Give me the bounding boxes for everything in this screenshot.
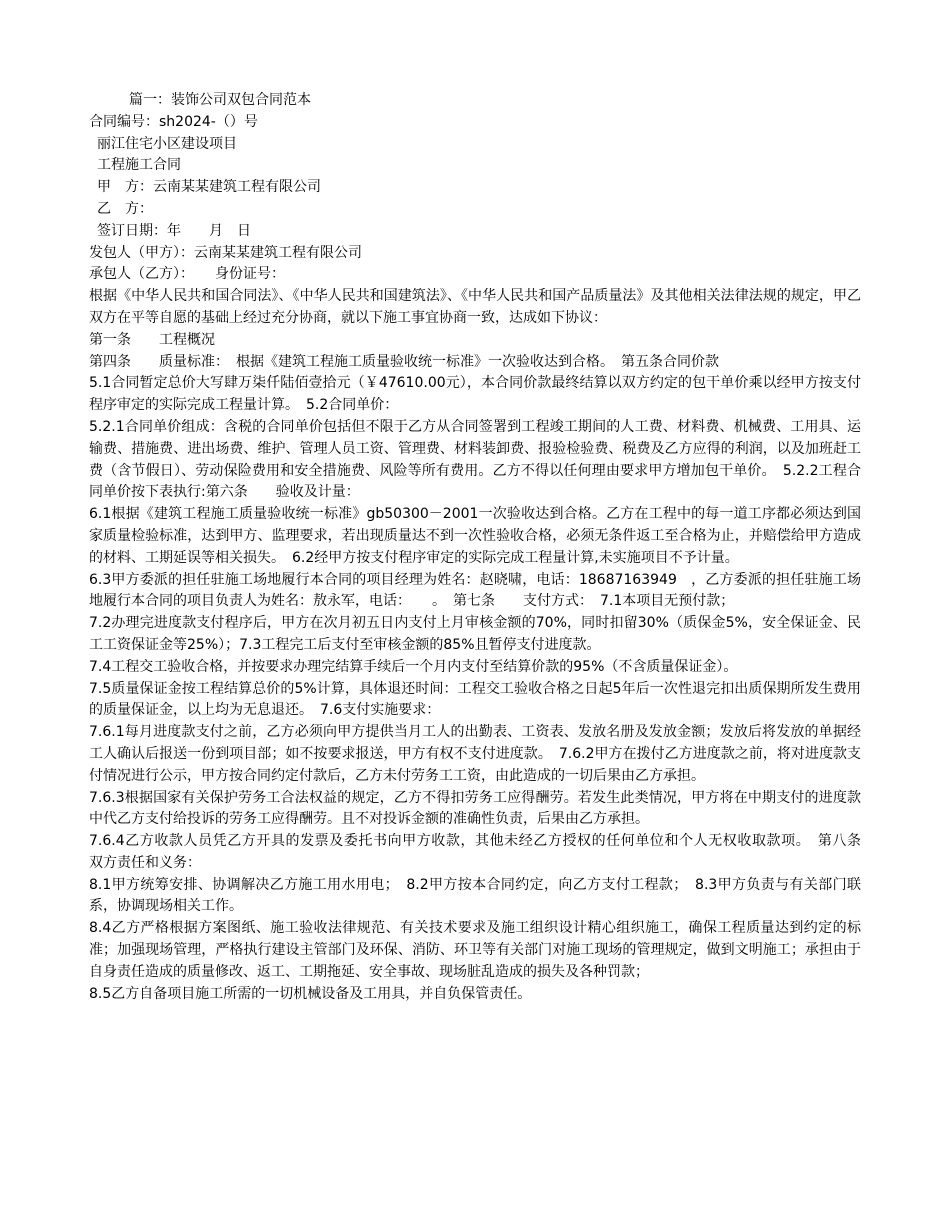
preamble-paragraph: 根据《中华人民共和国合同法》、《中华人民共和国建筑法》、《中华人民共和国产品质量法》及其他相关法律法规的规定，甲乙双方在平等自愿的基础上经过充分协商，就以下施工事宜协商一致，达成如下协议：: [89, 288, 861, 326]
article-1-heading: 第一条 工程概况: [89, 331, 215, 348]
contractor-line: 承包人（乙方）： 身份证号：: [89, 266, 285, 283]
contract-number: 合同编号：sh2024-（）号: [89, 113, 258, 130]
clause-6-1-paragraph: 6.1根据《建筑工程施工质量验收统一标准》gb50300－2001一次验收达到合格。乙方在工程中的每一道工序都必须达到国家质量检验标准，达到甲方、监理要求，若出现质量达不到一次性验收合格，必须无条件返工至合格为止，并赔偿给甲方造成的材料、工期延误等相关损失。 6.2经甲方按支付程序审定的实际完成工程量计算,未实施项目不予计量。: [89, 506, 861, 566]
clause-5-2-1-paragraph: 5.2.1合同单价组成：含税的合同单价包括但不限于乙方从合同签署到工程竣工期间的人工费、材料费、机械费、工用具、运输费、措施费、进出场费、维护、管理人员工资、管理费、材料装卸费、报验检验费、税费及乙方应得的利润，以及加班赶工费（含节假日）、劳动保险费用和安全措施费、风险等所有费用。乙方不得以任何理由要求甲方增加包干单价。 5.2.2工程合同单价按下表执行:第六条 验收及计量：: [89, 418, 861, 501]
clause-7-4-paragraph: 7.4工程交工验收合格，并按要求办理完结算手续后一个月内支付至结算价款的95%（不含质量保证金）。: [89, 658, 738, 675]
clause-8-5-paragraph: 8.5乙方自备项目施工所需的一切机械设备及工用具，并自负保管责任。: [89, 985, 532, 1002]
contract-document: [89, 90, 889, 1005]
signing-date: 签订日期：年 月 日: [97, 222, 251, 239]
employer-line: 发包人（甲方）：云南某某建筑工程有限公司: [89, 244, 362, 261]
document-title: 篇一：装饰公司双包合同范本: [129, 92, 311, 108]
clause-7-6-4-paragraph: 7.6.4乙方收款人员凭乙方开具的发票及委托书向甲方收款，其他未经乙方授权的任何单位和个人无权收取款项。 第八条 双方责任和义务：: [89, 833, 889, 871]
party-b-line: 乙 方：: [97, 200, 153, 217]
clause-7-6-1-paragraph: 7.6.1每月进度款支付之前，乙方必须向甲方提供当月工人的出勤表、工资表、发放名册及发放金额；发放后将发放的单据经工人确认后报送一份到项目部；如不按要求报送，甲方有权不支付进度款。 7.6.2甲方在拨付乙方进度款之前，将对进度款支付情况进行公示，甲方按合同约定付款后，乙方未付劳务工工资，由此造成的一切后果由乙方承担。: [89, 724, 861, 784]
clause-5-1-paragraph: 5.1合同暂定总价大写肆万柒仟陆佰壹拾元（￥47610.00元），本合同价款最终结算以双方约定的包干单价乘以经甲方按支付程序审定的实际完成工程量计算。 5.2合同单价：: [89, 375, 861, 414]
clause-8-1-paragraph: 8.1甲方统筹安排、协调解决乙方施工用水用电； 8.2甲方按本合同约定，向乙方支付工程款； 8.3甲方负责与有关部门联系，协调现场相关工作。: [89, 876, 861, 915]
clause-8-4-paragraph: 8.4乙方严格根据方案图纸、施工验收法律规范、有关技术要求及施工组织设计精心组织施工，确保工程质量达到约定的标准；加强现场管理，严格执行建设主管部门及环保、消防、环卫等有关部门对施工现场的管理规定，做到文明施工；承担由于自身责任造成的质量修改、返工、工期拖延、安全事故、现场脏乱造成的损失及各种罚款；: [89, 920, 861, 980]
project-name: 丽江住宅小区建设项目: [97, 135, 237, 152]
clause-7-2-paragraph: 7.2办理完进度款支付程序后，甲方在次月初五日内支付上月审核金额的70%，同时扣留30%（质保金5%，安全保证金、民工工资保证金等25%）；7.3工程完工后支付至审核金额的85%且暂停支付进度款。: [89, 615, 861, 653]
clause-6-3-paragraph: 6.3甲方委派的担任驻施工场地履行本合同的项目经理为姓名：赵晓啸，电话：18687163949 ，乙方委派的担任驻施工场地履行本合同的项目负责人为姓名：敖永军，电话： 。 第七条 支付方式： 7.1本项目无预付款；: [89, 571, 861, 610]
clause-7-5-paragraph: 7.5质量保证金按工程结算总价的5%计算，具体退还时间：工程交工验收合格之日起5年后一次性退完扣出质保期所发生费用的质量保证金，以上均为无息退还。 7.6支付实施要求：: [89, 680, 861, 719]
clause-7-6-3-paragraph: 7.6.3根据国家有关保护劳务工合法权益的规定，乙方不得扣劳务工应得酬劳。若发生此类情况，甲方将在中期支付的进度款中代乙方支付给投诉的劳务工应得酬劳。且不对投诉金额的准确性负责，后果由乙方承担。: [89, 789, 861, 828]
contract-type: 工程施工合同: [97, 157, 181, 174]
article-4-paragraph: 第四条 质量标准： 根据《建筑工程施工质量验收统一标准》一次验收达到合格。 第五条合同价款: [89, 353, 719, 370]
party-a-line: 甲 方：云南某某建筑工程有限公司: [97, 179, 321, 196]
